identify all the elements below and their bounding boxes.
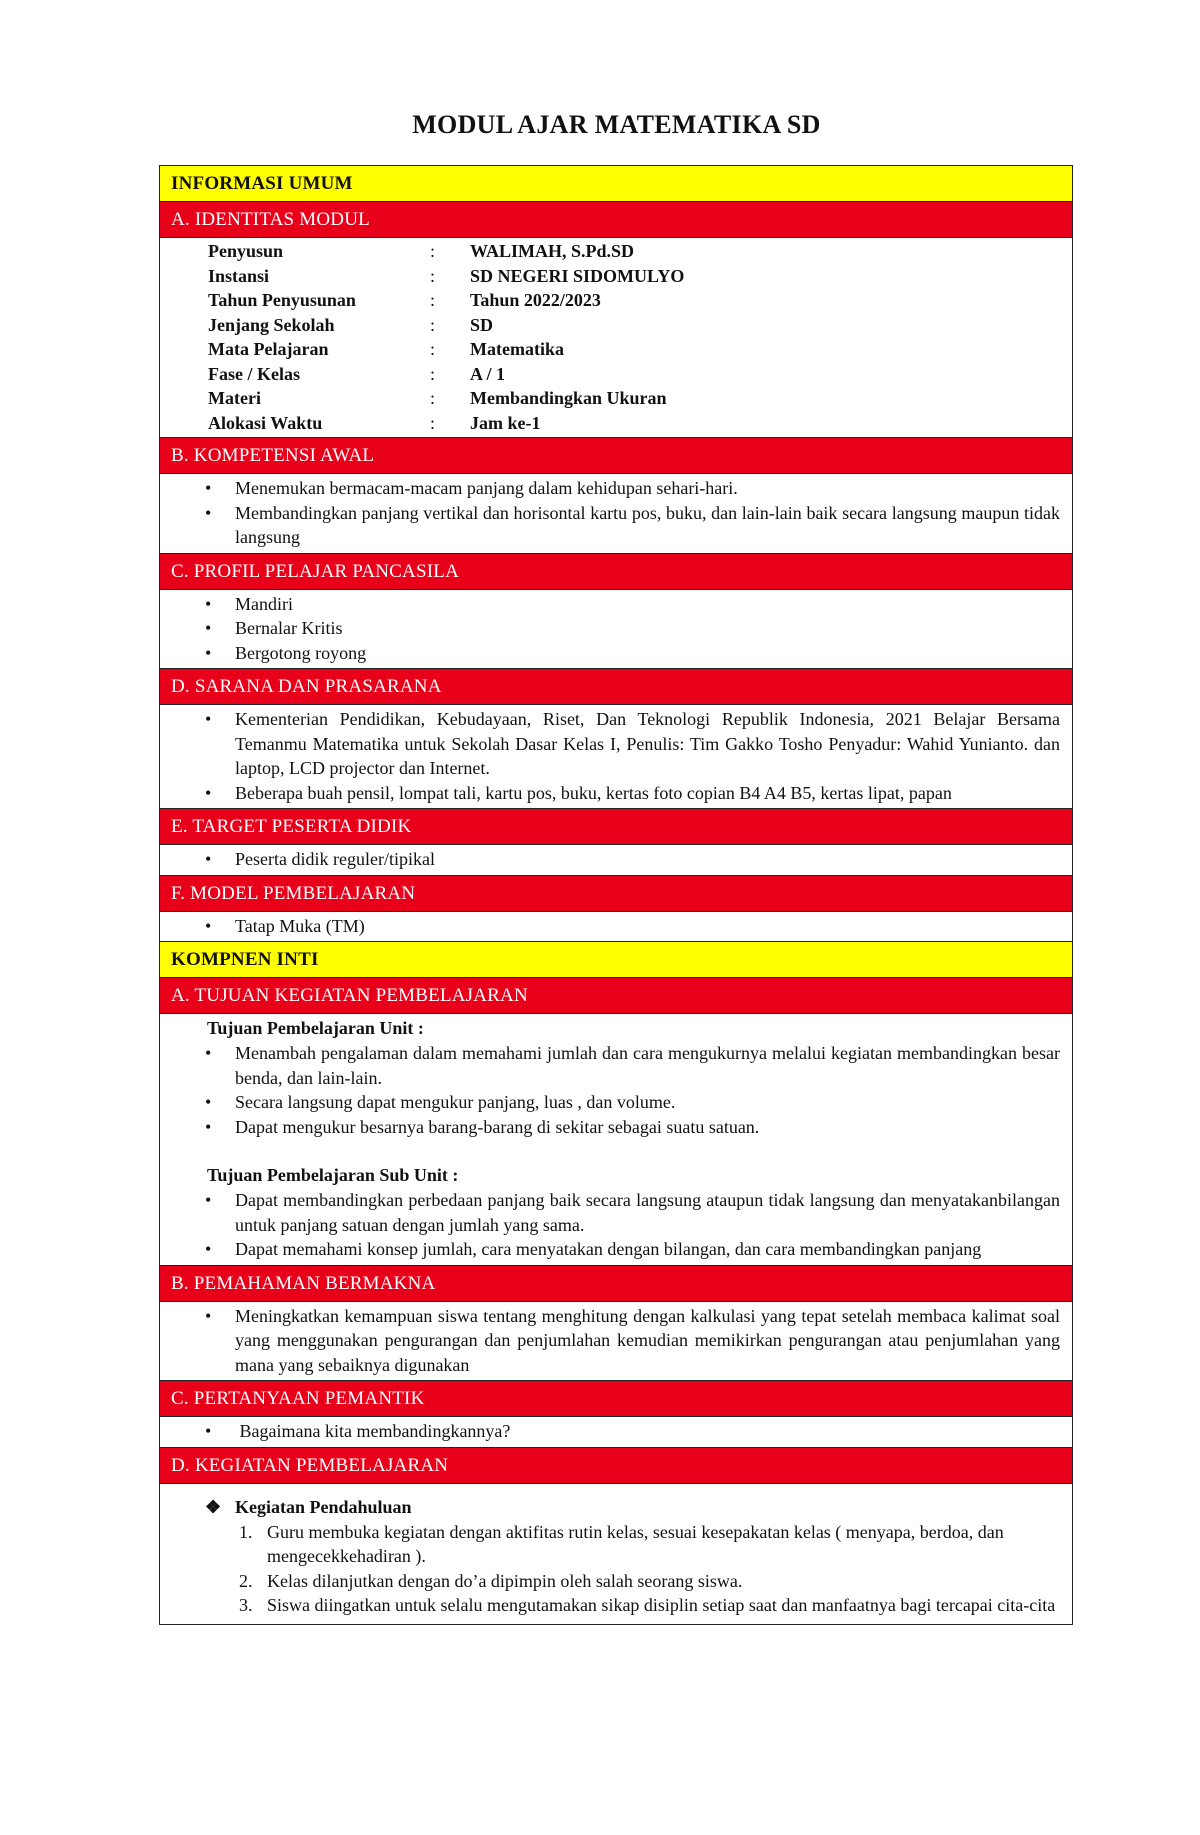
kegiatan-step [160, 1520, 1060, 1569]
step-number: 1. [239, 1521, 253, 1542]
identitas-colon: : [430, 290, 436, 310]
identitas-value: Tahun 2022/2023 [470, 290, 601, 310]
identitas-colon: : [430, 412, 436, 433]
target-item: • Peserta didik reguler/tipikal [160, 847, 1060, 872]
sarana-item: • Beberapa buah pensil, lompat tali, kartu pos, buku, kertas foto copian B4 A4 B5, kertas lipat, papan [160, 781, 1060, 806]
tujuan-unit-item: • Menambah pengalaman dalam memahami jumlah dan cara mengukurnya melalui kegiatan membandingkan besar benda, dan lain-lain. [160, 1041, 1060, 1090]
identitas-label: Tahun Penyusunan [208, 290, 356, 310]
model-item: • Tatap Muka (TM) [160, 914, 1060, 939]
identitas-colon: : [430, 241, 436, 261]
pertanyaan-section [160, 1417, 1072, 1448]
target-header: E. TARGET PESERTA DIDIK [160, 809, 1072, 845]
identitas-value: Matematika [470, 339, 564, 359]
tujuan-section [160, 1014, 1072, 1266]
kegiatan-step [160, 1569, 1060, 1594]
identitas-row [160, 288, 1072, 313]
identitas-row [160, 386, 1072, 411]
tujuan-unit-item: • Secara langsung dapat mengukur panjang, luas , dan volume. [160, 1090, 1060, 1115]
kompetensi-header: B. KOMPETENSI AWAL [160, 438, 1072, 474]
identitas-colon: : [430, 363, 436, 384]
identitas-section [160, 238, 1072, 438]
tujuan-subunit-title: Tujuan Pembelajaran Sub Unit : [207, 1165, 459, 1185]
identitas-value: WALIMAH, S.Pd.SD [470, 241, 635, 261]
pemahaman-item: • Meningkatkan kemampuan siswa tentang menghitung dengan kalkulasi yang tepat setelah membaca kalimat soal yang menggunakan pengurangan dan penjumlahan kemudian memikirkan pengurangan atau penjumlahan yang mana yang sebaiknya digunakan [160, 1304, 1060, 1378]
profil-item: • Bernalar Kritis [160, 616, 1060, 641]
identitas-label: Instansi [208, 265, 270, 286]
identitas-value: SD NEGERI SIDOMULYO [470, 265, 685, 286]
identitas-value: SD [470, 314, 494, 335]
kegiatan-header: D. KEGIATAN PEMBELAJARAN [160, 1448, 1072, 1484]
identitas-value: Membandingkan Ukuran [470, 388, 667, 408]
identitas-colon: : [430, 388, 436, 408]
identitas-label: Jenjang Sekolah [208, 314, 335, 335]
profil-header: C. PROFIL PELAJAR PANCASILA [160, 554, 1072, 590]
profil-item: • Mandiri [160, 592, 1060, 617]
tujuan-subunit-item: • Dapat memahami konsep jumlah, cara menyatakan dengan bilangan, dan cara membandingkan panjang [160, 1237, 1060, 1262]
tujuan-unit-title: Tujuan Pembelajaran Unit : [207, 1018, 424, 1038]
identitas-colon: : [430, 339, 436, 359]
tujuan-header: A. TUJUAN KEGIATAN PEMBELAJARAN [160, 978, 1072, 1014]
model-section [160, 912, 1072, 943]
pendahuluan-label: Kegiatan Pendahuluan [235, 1496, 412, 1517]
kompetensi-section [160, 474, 1072, 554]
komponen-inti-header: KOMPNEN INTI [160, 942, 1072, 978]
identitas-row [160, 313, 1072, 338]
kegiatan-step [160, 1593, 1060, 1618]
identitas-row [160, 337, 1072, 362]
step-text: Siswa diingatkan untuk selalu mengutamakan sikap disiplin setiap saat dan manfaatnya bagi tercapai cita-cita [267, 1595, 1056, 1615]
identitas-label: Mata Pelajaran [208, 339, 329, 359]
kegiatan-section [160, 1484, 1072, 1624]
identitas-value: A / 1 [470, 363, 506, 384]
tujuan-unit-item: • Dapat mengukur besarnya barang-barang di sekitar sebagai suatu satuan. [160, 1115, 1060, 1140]
diamond-bullet-icon: ❖ [205, 1496, 222, 1517]
sarana-header: D. SARANA DAN PRASARANA [160, 669, 1072, 705]
identitas-label: Fase / Kelas [208, 363, 300, 384]
pertanyaan-item: • Bagaimana kita membandingkannya? [160, 1419, 1060, 1444]
target-section [160, 845, 1072, 876]
identitas-row [160, 411, 1072, 436]
identitas-row [160, 362, 1072, 387]
profil-item: • Bergotong royong [160, 641, 1060, 666]
step-text: Guru membuka kegiatan dengan aktifitas rutin kelas, sesuai kesepakatan kelas ( menyapa, berdoa, dan mengecekkehadiran ). [267, 1521, 1004, 1566]
informasi-umum-header: INFORMASI UMUM [160, 166, 1072, 202]
identitas-row [160, 264, 1072, 289]
document-title: MODUL AJAR MATEMATIKA SD [412, 110, 821, 139]
identitas-value: Jam ke-1 [470, 412, 541, 433]
profil-section [160, 590, 1072, 670]
kompetensi-item: • Membandingkan panjang vertikal dan horisontal kartu pos, buku, dan lain-lain baik secara langsung maupun tidak langsung [160, 501, 1060, 550]
sarana-section [160, 705, 1072, 809]
identitas-colon: : [430, 265, 436, 286]
step-number: 3. [239, 1595, 253, 1615]
pemahaman-section [160, 1302, 1072, 1382]
sarana-item: • Kementerian Pendidikan, Kebudayaan, Riset, Dan Teknologi Republik Indonesia, 2021 Belajar Bersama Temanmu Matematika untuk Sekolah Dasar Kelas I, Penulis: Tim Gakko Tosho Penyadur: Wahid Yunianto. dan laptop, LCD projector dan Internet. [160, 707, 1060, 781]
identitas-colon: : [430, 314, 436, 335]
tujuan-subunit-item: • Dapat membandingkan perbedaan panjang baik secara langsung ataupun tidak langsung dan menyatakanbilangan untuk panjang satuan dengan jumlah yang sama. [160, 1188, 1060, 1237]
step-text: Kelas dilanjutkan dengan do’a dipimpin oleh salah seorang siswa. [267, 1570, 743, 1591]
kegiatan-pendahuluan-title [160, 1494, 1060, 1520]
identitas-row [160, 239, 1072, 264]
step-number: 2. [239, 1570, 253, 1591]
identitas-header: A. IDENTITAS MODUL [160, 202, 1072, 238]
identitas-label: Alokasi Waktu [208, 412, 323, 433]
identitas-label: Penyusun [208, 241, 284, 261]
module-table [159, 165, 1073, 1625]
identitas-label: Materi [208, 388, 261, 408]
pertanyaan-header: C. PERTANYAAN PEMANTIK [160, 1381, 1072, 1417]
kompetensi-item: • Menemukan bermacam-macam panjang dalam kehidupan sehari-hari. [160, 476, 1060, 501]
pemahaman-header: B. PEMAHAMAN BERMAKNA [160, 1266, 1072, 1302]
model-header: F. MODEL PEMBELAJARAN [160, 876, 1072, 912]
